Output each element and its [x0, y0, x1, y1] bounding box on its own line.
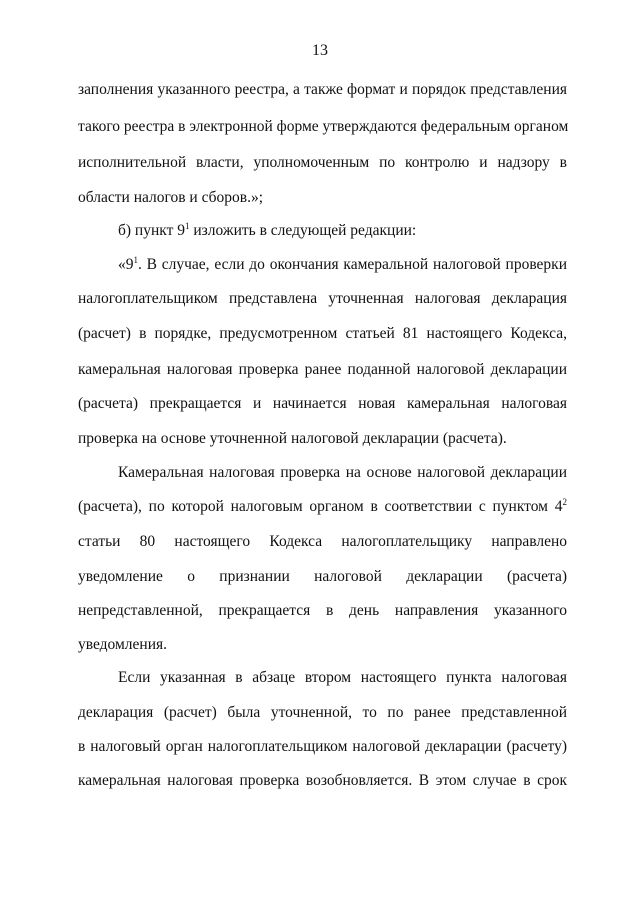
- text-line: декларация (расчет) была уточненной, то по ранее представленной: [78, 704, 567, 721]
- superscript: 1: [185, 221, 190, 231]
- text-line: заполнения указанного реестра, а также формат и порядок представления: [78, 81, 567, 98]
- text-line: [118, 255, 567, 275]
- text-line: в налоговый орган налогоплательщиком налоговой декларации (расчету): [78, 738, 567, 755]
- text-fragment: изложить в следующей редакции:: [189, 222, 417, 239]
- text-line: налогоплательщиком представлена уточненная налоговая декларация: [78, 290, 567, 307]
- text-line: (расчет) в порядке, предусмотренном статьей 81 настоящего Кодекса,: [78, 325, 567, 342]
- text-line: проверка на основе уточненной налоговой декларации (расчета).: [78, 430, 507, 447]
- text-line: такого реестра в электронной форме утверждаются федеральным органом: [78, 118, 569, 135]
- text-line: камеральная налоговая проверка ранее поданной налоговой декларации: [78, 361, 567, 378]
- text-line: (расчета) прекращается и начинается новая камеральная налоговая: [78, 395, 567, 412]
- superscript: 1: [133, 255, 138, 265]
- text-line: камеральная налоговая проверка возобновляется. В этом случае в срок: [78, 772, 567, 789]
- text-line: [78, 497, 567, 517]
- text-line: исполнительной власти, уполномоченным по контролю и надзору в: [78, 154, 567, 171]
- text-line: уведомления.: [78, 636, 168, 653]
- text-line: статьи 80 настоящего Кодекса налогоплательщику направлено: [78, 533, 567, 550]
- text-fragment: (расчета), по которой налоговым органом в соответствии с пунктом 4: [78, 498, 563, 515]
- text-fragment: «9: [118, 256, 134, 273]
- superscript: 2: [562, 497, 567, 507]
- text-fragment: б) пункт 9: [118, 222, 185, 239]
- text-line: уведомление о признании налоговой декларации (расчета): [78, 568, 567, 585]
- text-line: Если указанная в абзаце втором настоящего пункта налоговая: [118, 669, 567, 686]
- text-fragment: . В случае, если до окончания камеральной налоговой проверки: [138, 256, 567, 273]
- text-line: области налогов и сборов.»;: [78, 189, 264, 206]
- text-line: [118, 221, 567, 241]
- text-line: Камеральная налоговая проверка на основе налоговой декларации: [118, 464, 567, 481]
- page-number: 13: [312, 42, 328, 59]
- text-line: непредставленной, прекращается в день направления указанного: [78, 602, 567, 619]
